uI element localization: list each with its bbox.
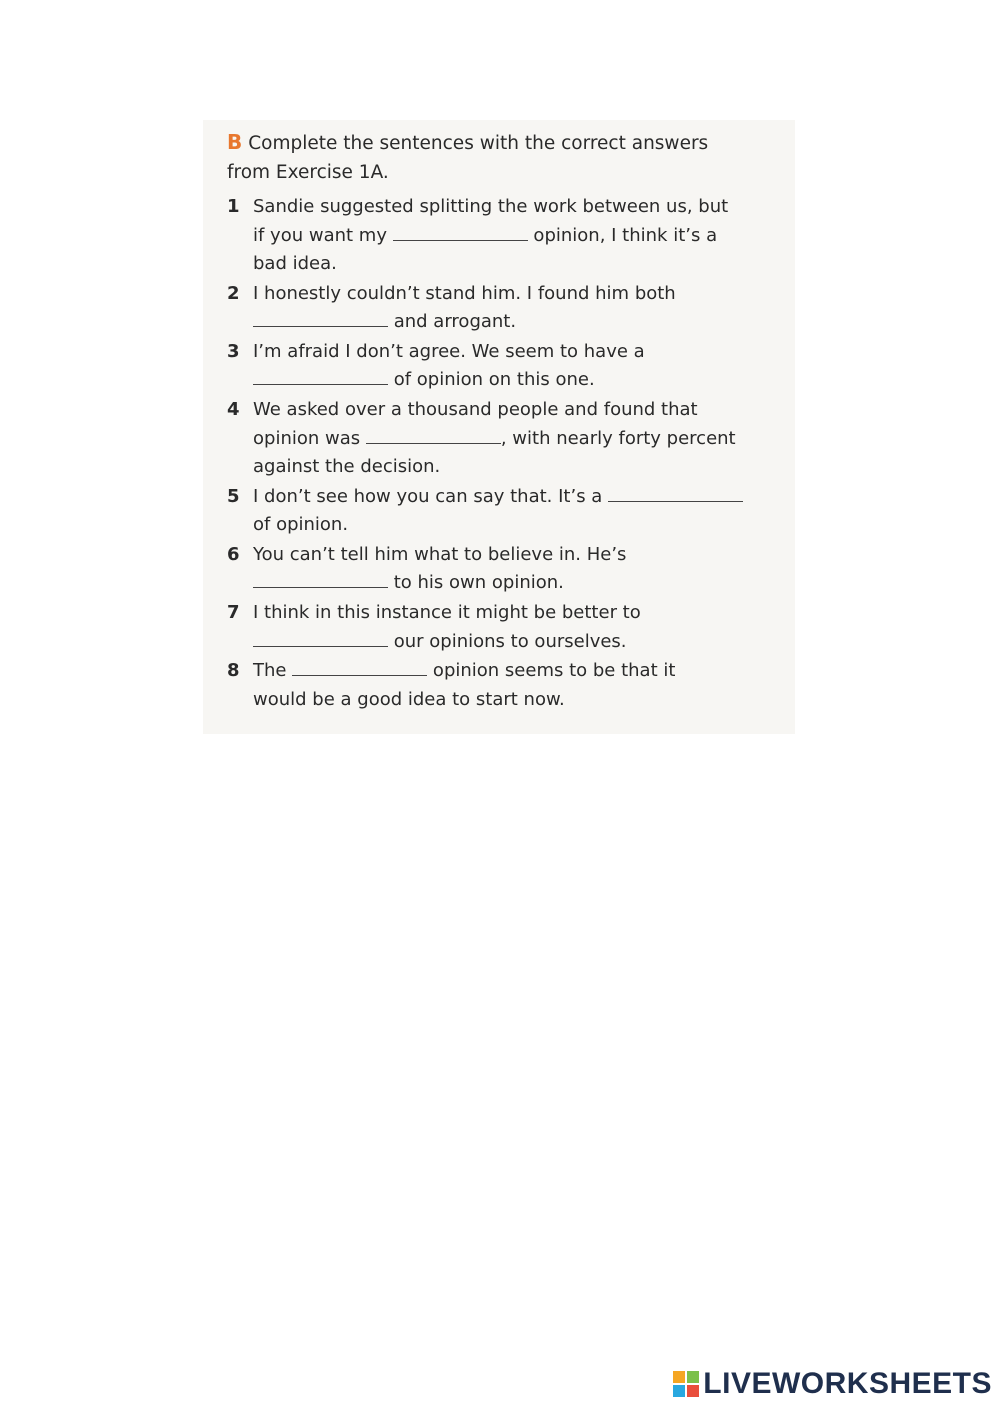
instruction-line-1: Complete the sentences with the correct answers <box>248 133 709 154</box>
sentence-item-3 <box>227 338 767 395</box>
sentence-fragment: opinion was <box>253 427 366 449</box>
sentence-item-7 <box>227 599 767 656</box>
sentence-fragment: our opinions to ourselves. <box>388 630 627 652</box>
item-number: 1 <box>227 196 240 217</box>
answer-blank[interactable] <box>253 311 388 327</box>
answer-blank[interactable] <box>393 225 528 241</box>
sentence-fragment: opinion seems to be that it <box>427 660 676 682</box>
logo-icon <box>673 1371 699 1397</box>
sentence-fragment: I don’t see how you can say that. It’s a <box>253 485 609 507</box>
item-number: 5 <box>227 485 240 507</box>
sentence-fragment: I honestly couldn’t stand him. I found him both <box>253 282 676 304</box>
answer-blank[interactable] <box>366 428 501 444</box>
exercise-letter: B <box>227 130 243 154</box>
sentence-fragment: We asked over a thousand people and found that <box>253 399 698 421</box>
sentence-text <box>253 657 767 714</box>
item-number: 2 <box>227 282 240 304</box>
sentence-fragment: bad idea. <box>253 253 337 274</box>
sentence-text <box>253 338 767 395</box>
sentence-text <box>253 280 767 337</box>
sentence-fragment: of opinion. <box>253 514 349 536</box>
item-number: 6 <box>227 543 240 565</box>
sentence-fragment: Sandie suggested splitting the work between us, but <box>253 196 729 217</box>
sentence-text <box>253 193 767 279</box>
sentence-item-4 <box>227 396 767 482</box>
sentence-list <box>227 193 767 716</box>
sentence-text <box>253 483 767 540</box>
sentence-text <box>253 541 767 598</box>
sentence-item-2 <box>227 280 767 337</box>
sentence-fragment: and arrogant. <box>388 311 517 333</box>
sentence-fragment: to his own opinion. <box>388 572 564 594</box>
liveworksheets-logo <box>673 1367 992 1401</box>
exercise-heading <box>227 128 757 187</box>
item-number: 3 <box>227 340 240 362</box>
sentence-fragment: if you want my <box>253 224 393 246</box>
sentence-item-5 <box>227 483 767 540</box>
sentence-text <box>253 396 767 482</box>
sentence-fragment: I’m afraid I don’t agree. We seem to have a <box>253 340 645 362</box>
sentence-item-1 <box>227 193 767 279</box>
answer-blank[interactable] <box>253 631 388 647</box>
item-number: 7 <box>227 602 240 624</box>
brand-name: LIVEWORKSHEETS <box>703 1367 992 1400</box>
item-number: 8 <box>227 660 240 682</box>
sentence-fragment: The <box>253 660 293 682</box>
sentence-fragment: of opinion on this one. <box>388 369 595 391</box>
item-number: 4 <box>227 399 240 421</box>
instruction-line-2: from Exercise 1A. <box>227 162 389 183</box>
sentence-fragment: against the decision. <box>253 456 441 478</box>
sentence-fragment: You can’t tell him what to believe in. He’s <box>253 543 627 565</box>
answer-blank[interactable] <box>253 369 388 385</box>
sentence-fragment: would be a good idea to start now. <box>253 688 565 710</box>
answer-blank[interactable] <box>253 572 388 588</box>
sentence-item-8 <box>227 657 767 714</box>
sentence-fragment: opinion, I think it’s a <box>527 224 718 246</box>
answer-blank[interactable] <box>292 660 427 676</box>
sentence-item-6 <box>227 541 767 598</box>
sentence-fragment: I think in this instance it might be better to <box>253 602 641 624</box>
answer-blank[interactable] <box>608 486 743 502</box>
sentence-fragment: , with nearly forty percent <box>500 427 736 449</box>
sentence-text <box>253 599 767 656</box>
